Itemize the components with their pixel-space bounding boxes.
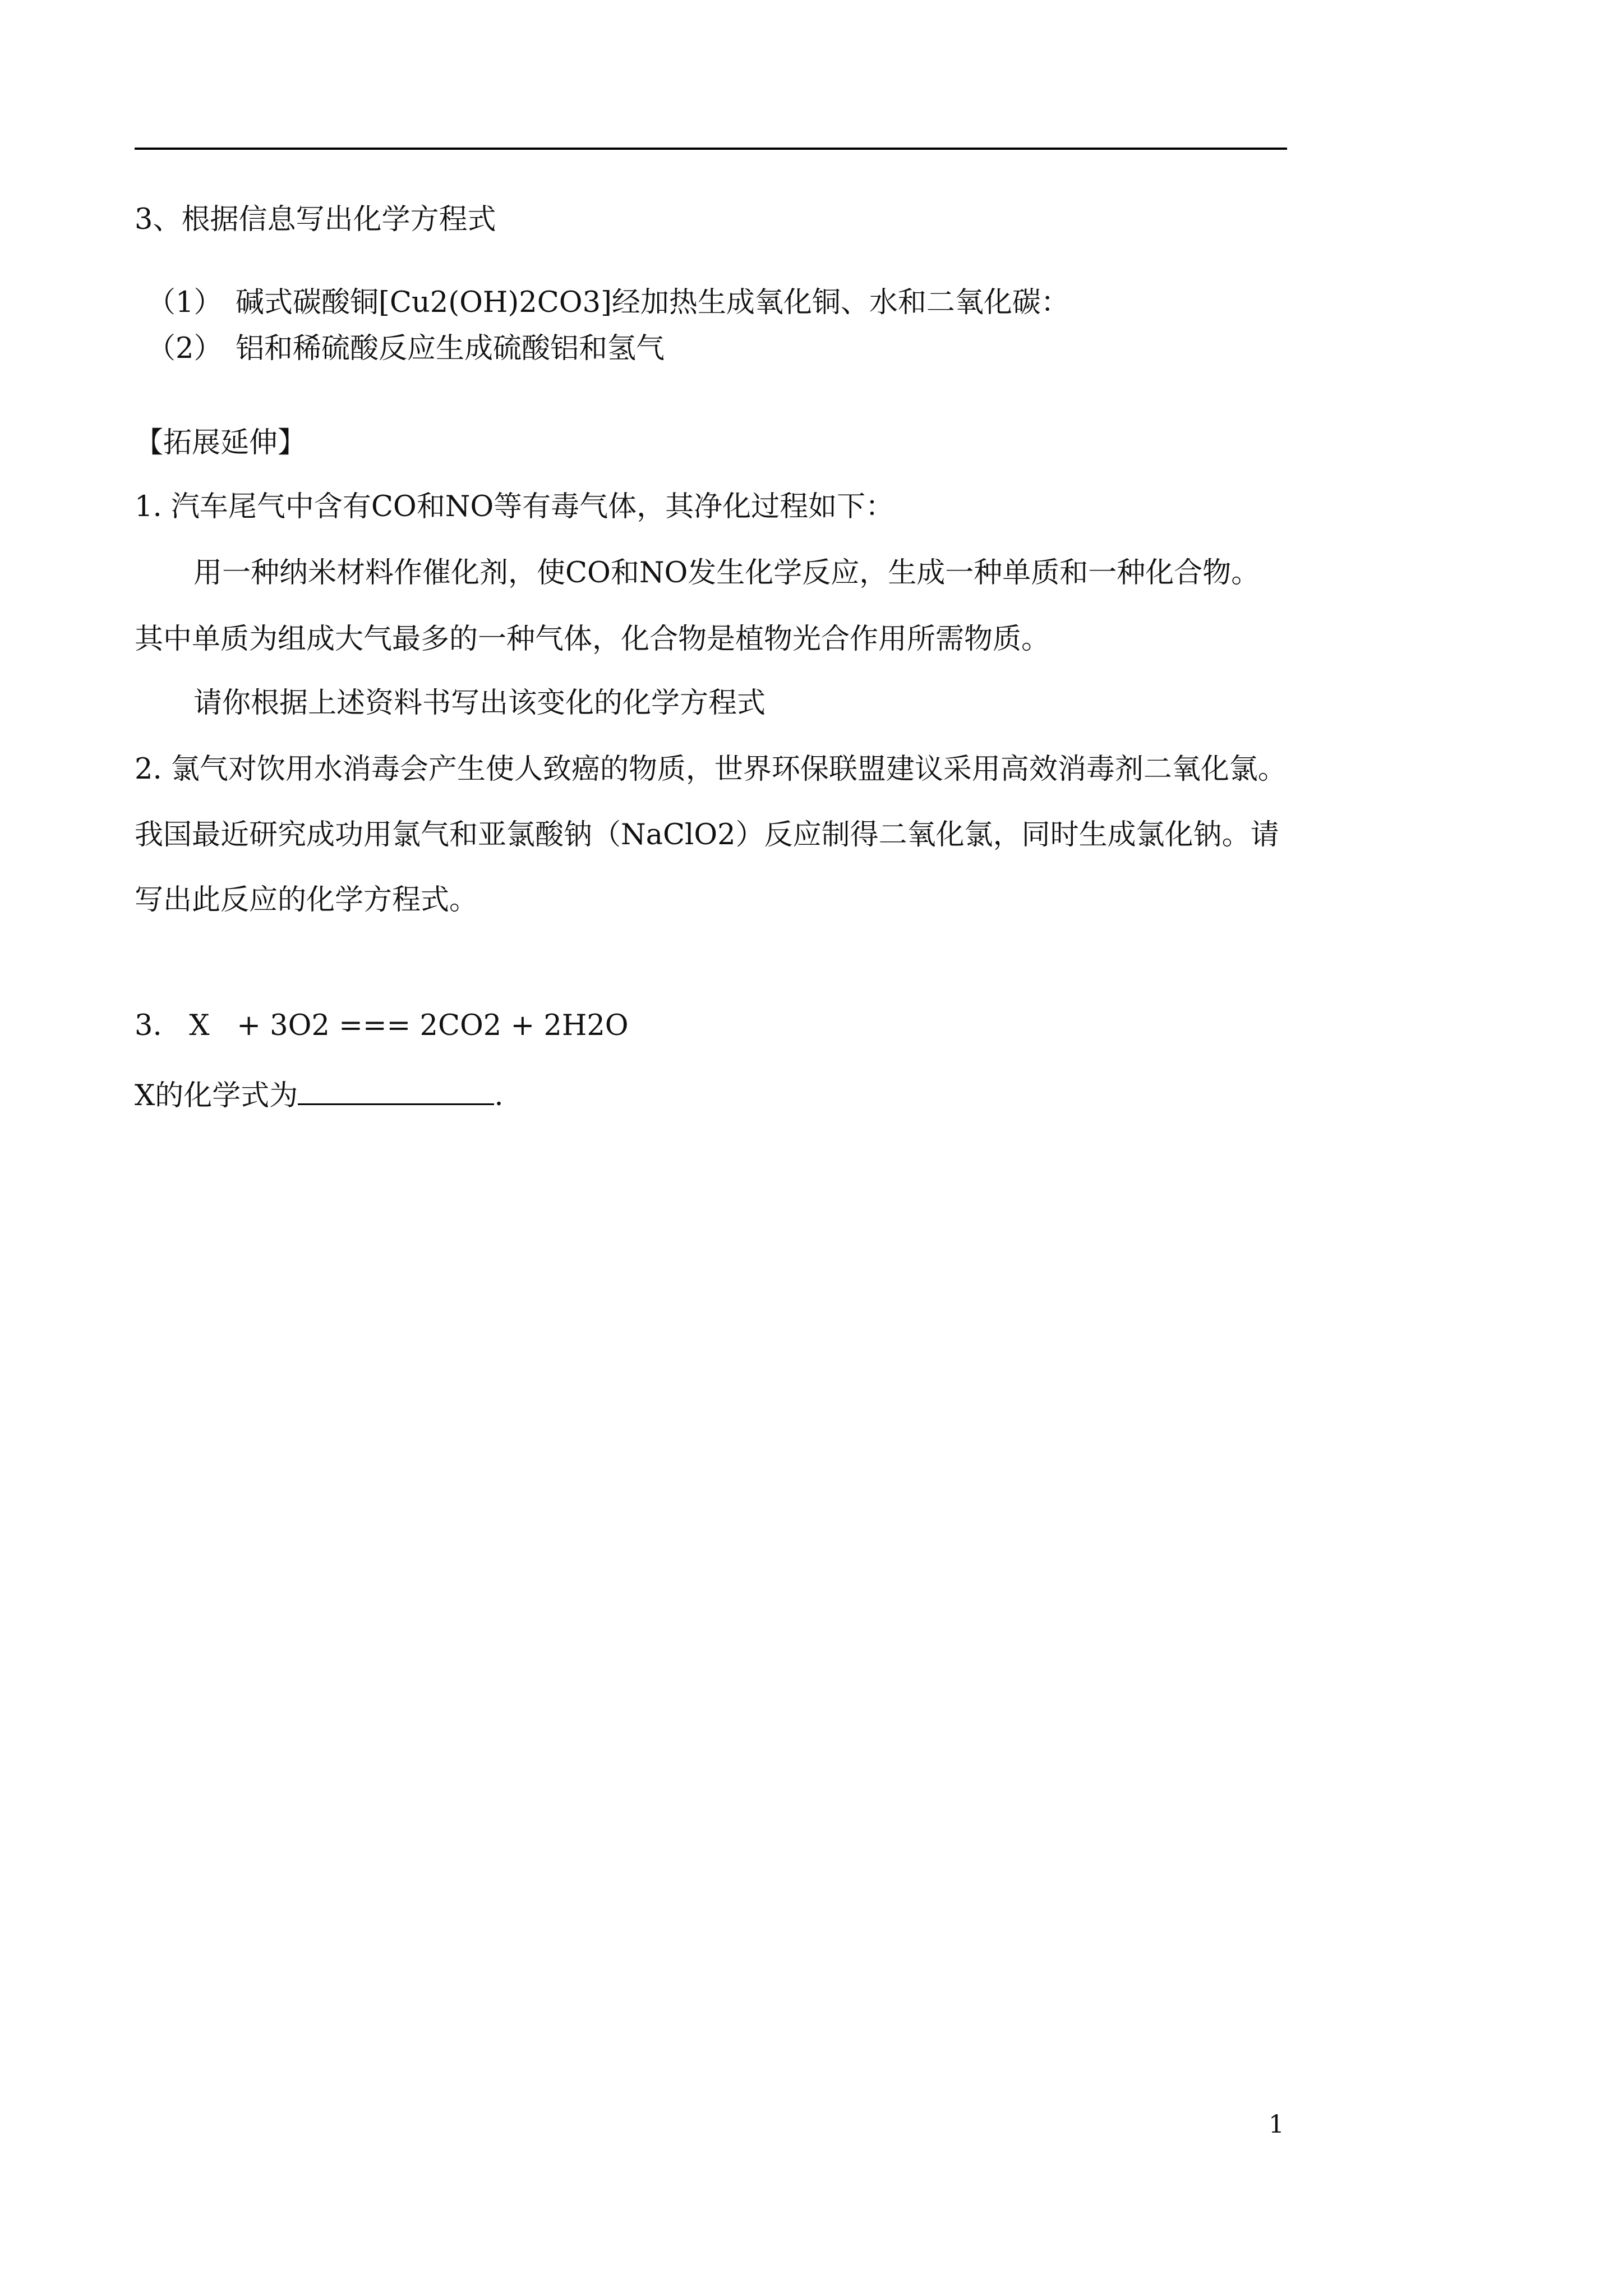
answer-blank[interactable] [298,1074,494,1105]
q1-line4: 请你根据上述资料书写出该变化的化学方程式 [193,687,766,720]
q2-line1: 2. 氯气对饮用水消毒会产生使人致癌的物质，世界环保联盟建议采用高效消毒剂二氧化氯。 [135,753,1287,786]
q1-line2: 用一种纳米材料作催化剂，使CO和NO发生化学反应，生成一种单质和一种化合物。 [193,556,1260,590]
page-number: 1 [1269,2110,1284,2139]
q2-line2: 我国最近研究成功用氯气和亚氯酸钠（NaClO2）反应制得二氧化氯，同时生成氯化钠。请 [135,818,1279,852]
item2-text: 铝和稀硫酸反应生成硫酸铝和氢气 [236,332,665,365]
extension-heading: 【拓展延伸】 [135,426,307,459]
q2-line3: 写出此反应的化学方程式。 [135,884,478,917]
q1-line3: 其中单质为组成大气最多的一种气体，化合物是植物光合作用所需物质。 [135,623,1050,656]
item2-number: （2） [147,332,223,365]
q3-prompt: X的化学式为 [135,1079,298,1112]
q3-answer-line [135,1074,504,1114]
header-rule [135,148,1287,150]
item1-text: 碱式碳酸铜[Cu2(OH)2CO3]经加热生成氧化铜、水和二氧化碳： [236,286,1069,319]
item1-number: （1） [147,286,223,319]
section3-heading: 3、根据信息写出化学方程式 [135,203,496,236]
q1-line1: 1. 汽车尾气中含有CO和NO等有毒气体，其净化过程如下： [135,490,895,523]
q3-equation: 3. X + 3O2 === 2CO2 + 2H2O [135,1009,629,1042]
q3-period: . [494,1079,504,1112]
